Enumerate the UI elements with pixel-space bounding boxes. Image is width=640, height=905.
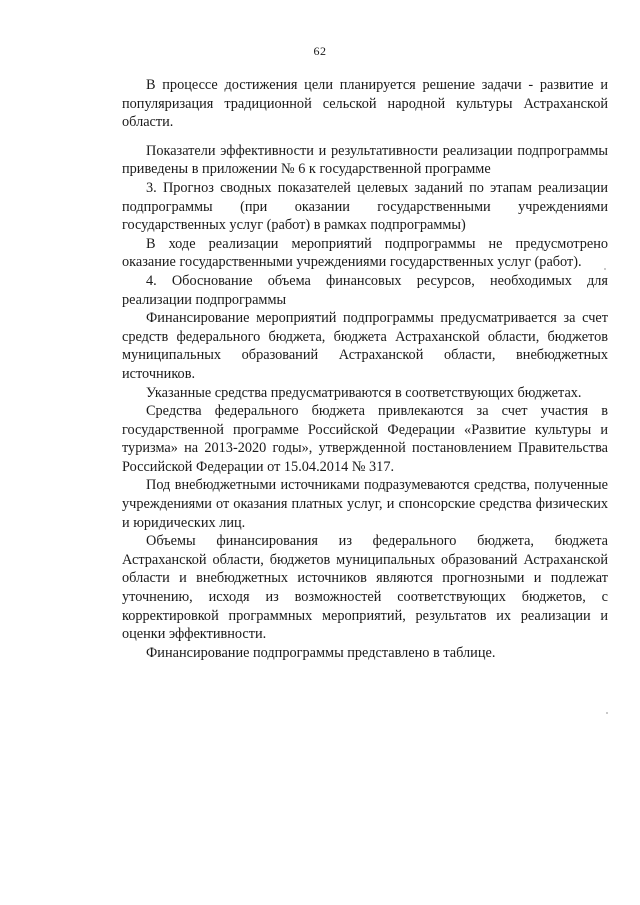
paragraph-forecast-volumes: Объемы финансирования из федерального бюджета, бюджета Астраханской области, бюджетов муниципальных образований Астраханской области и внебюджетных источников являются прогнозными и подлежат уточнению, исходя из возможностей соответствующих бюджетов, с корректировкой программных мероприятий, результатов их реализации и оценки эффективности. — [122, 533, 608, 643]
paragraph-table-reference: Финансирование подпрограммы представлено в таблице. — [146, 644, 496, 661]
paragraph-indicators: Показатели эффективности и результативности реализации подпрограммы приведены в приложении № 6 к государственной программе — [122, 142, 608, 178]
section-3-heading: 3. Прогноз сводных показателей целевых заданий по этапам реализации подпрограммы (при оказании государственными учреждениями государственных услуг (работ) в рамках подпрограммы) — [122, 179, 608, 234]
paragraph-task: В процессе достижения цели планируется решение задачи - развитие и популяризация традиционной сельской народной культуры Астраханской области. — [122, 77, 608, 131]
paragraph-financing-sources: Финансирование мероприятий подпрограммы предусматривается за счет средств федерального бюджета, бюджета Астраханской области, бюджетов муниципальных образований Астраханской области, внебюджетных источников. — [122, 310, 608, 382]
paragraph-federal-budget: Средства федерального бюджета привлекаются за счет участия в государственной программе Российской Федерации «Развитие культуры и туризма» на 2013-2020 годы», утвержденной постановлением Правительства Российской Федерации от 15.04.2014 № 317. — [122, 403, 608, 475]
section-3-paragraph: В ходе реализации мероприятий подпрограммы не предусмотрено оказание государственными учреждениями государственных услуг (работ). — [122, 235, 608, 271]
document-body — [122, 76, 608, 662]
paragraph-budgets: Указанные средства предусматриваются в соответствующих бюджетах. — [146, 384, 582, 401]
scan-speck — [606, 712, 608, 714]
page-number: 62 — [313, 44, 327, 58]
paragraph-extrabudgetary: Под внебюджетными источниками подразумеваются средства, полученные учреждениями от оказания платных услуг, и спонсорские средства физических и юридических лиц. — [122, 477, 608, 531]
scan-speck — [604, 268, 606, 270]
section-4-heading: 4. Обоснование объема финансовых ресурсов, необходимых для реализации подпрограммы — [122, 272, 608, 308]
